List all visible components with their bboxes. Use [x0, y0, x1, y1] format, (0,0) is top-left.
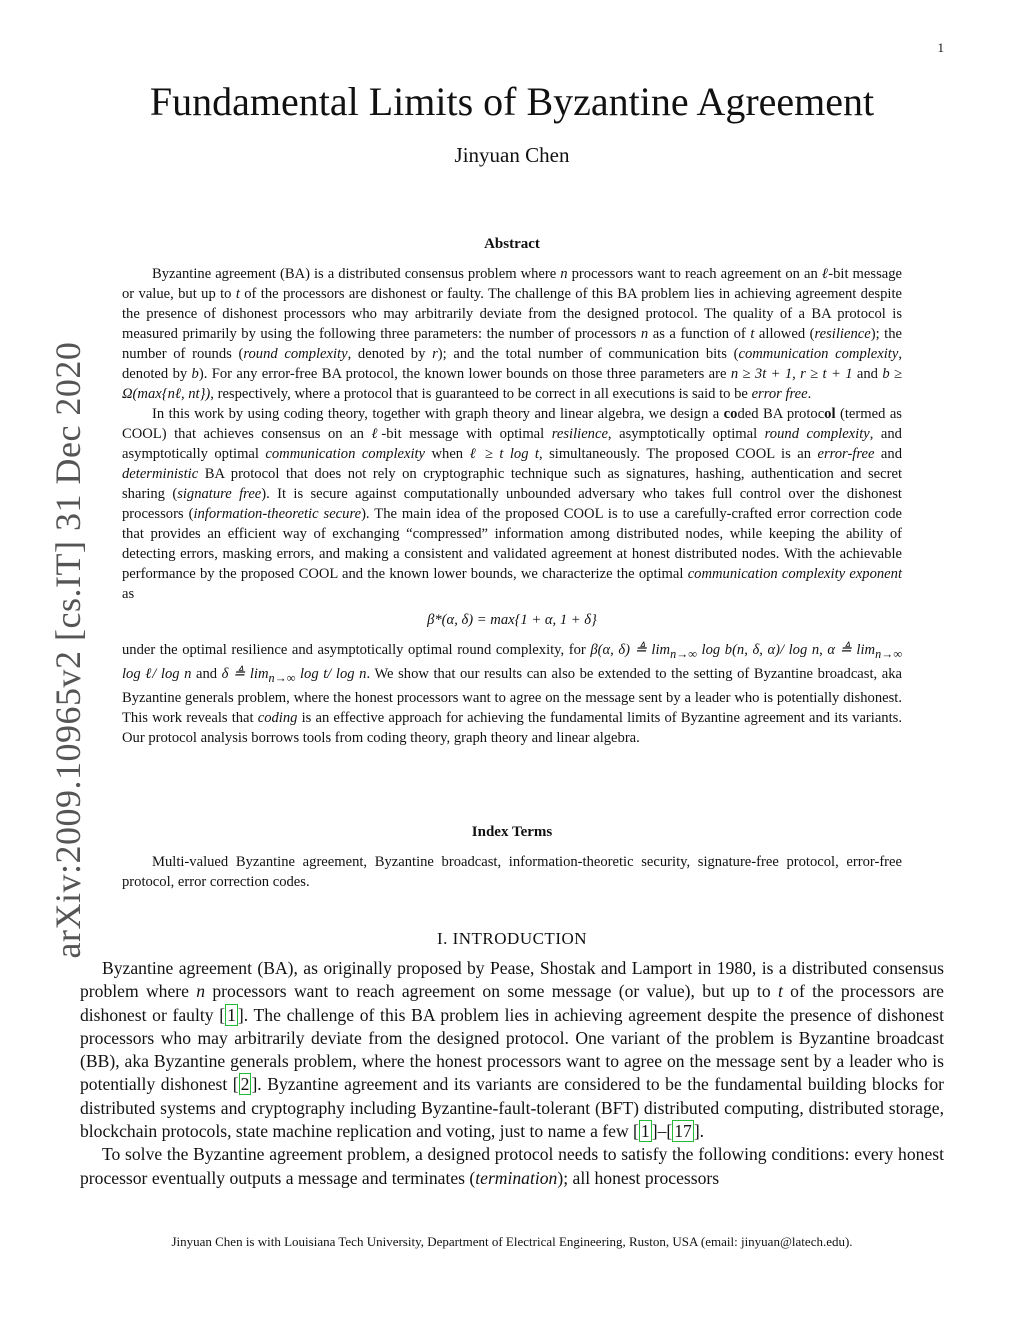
arxiv-identifier: arXiv:2009.10965v2 [cs.IT] 31 Dec 2020: [48, 341, 88, 959]
intro-paragraph-1: Byzantine agreement (BA), as originally proposed by Pease, Shostak and Lamport in 1980, is a distributed consensus problem where n processors want to reach agreement on some message (or value), but up to t of the processors are dishonest or faulty [ 1 ]. The challenge of this BA problem lies in achieving agreement despite the presence of dishonest processors who may arbitrarily deviate from the designed protocol. One variant of the problem is Byzantine broadcast (BB), aka Byzantine generals problem, where the honest processors want to agree on the message sent by a leader who is potentially dishonest [ 2 ]. Byzantine agreement and its variants are considered to be the fundamental building blocks for distributed systems and cryptography including Byzantine-fault-tolerant (BFT) distributed computing, distributed storage, blockchain protocols, state machine replication and voting, just to name a few [ 1 ]–[ 17 ].: [80, 958, 945, 1142]
abstract-paragraph-1: Byzantine agreement (BA) is a distributed consensus problem where n processors want to reach agreement on an ℓ-bit message or value, but up to t of the processors are dishonest or faulty. The challenge of this BA problem lies in achieving agreement despite the presence of dishonest processors who may arbitrarily deviate from the designed protocol. The quality of a BA protocol is measured primarily by using the following three parameters: the number of processors n as a function of t allowed (resilience); the number of rounds (round complexity, denoted by r); and the total number of communication bits (communication complexity, denoted by b). For any error-free BA protocol, the known lower bounds on those three parameters are n ≥ 3t + 1, r ≥ t + 1 and b ≥ Ω(max{nℓ, nt}), respectively, where a protocol that is guaranteed to be correct in all executions is said to be error free.: [122, 266, 902, 402]
page-number: 1: [937, 40, 944, 55]
abstract-body: [122, 264, 902, 748]
abstract-formula: β*(α, δ) = max{1 + α, 1 + δ}: [427, 612, 597, 628]
introduction-body: [80, 957, 944, 1190]
intro-paragraph-2: To solve the Byzantine agreement problem, a designed protocol needs to satisfy the following conditions: every honest processor eventually outputs a message and terminates (termination); all honest processors: [80, 1144, 944, 1188]
citation-link[interactable]: 1: [640, 1121, 650, 1142]
index-terms-text: Multi-valued Byzantine agreement, Byzantine broadcast, information-theoretic security, signature-free protocol, error-free protocol, error correction codes.: [122, 854, 902, 890]
author-footnote: Jinyuan Chen is with Louisiana Tech University, Department of Electrical Engineering, Ruston, USA (email: jinyuan@latech.edu).: [171, 1234, 853, 1249]
citation-link[interactable]: 17: [674, 1121, 692, 1142]
abstract-paragraph-3: under the optimal resilience and asymptotically optimal round complexity, for β(α, δ) ≜ $\lim_{n\to\infty} \log b(n$, δ, α)/ log n, α ≜ $\lim_{n\to\infty} \log$ ℓ/ log n and δ ≜ $\lim_{n\to\infty} \log t/$ log n. We show that our results can also be extended to the setting of Byzantine broadcast, aka Byzantine generals problem, where the honest processors want to agree on the message sent by a leader who is potentially dishonest. This work reveals that coding is an effective approach for achieving the fundamental limits of Byzantine agreement and its variants. Our protocol analysis borrows tools from coding theory, graph theory and linear algebra.: [122, 642, 902, 746]
index-terms-body: [122, 852, 902, 892]
citation-link[interactable]: 1: [227, 1004, 236, 1025]
abstract-paragraph-2: In this work by using coding theory, together with graph theory and linear algebra, we design a coded BA protocol (termed as COOL) that achieves consensus on an ℓ-bit message with optimal resilience, asymptotically optimal round complexity, and asymptotically optimal communication complexity when ℓ ≥ t log t, simultaneously. The proposed COOL is an error-free and deterministic BA protocol that does not rely on cryptographic technique such as signatures, hashing, authentication and secret sharing (signature free). It is secure against computationally unbounded adversary who takes full control over the dishonest processors (information-theoretic secure). The main idea of the proposed COOL is to use a carefully-crafted error correction code that provides an efficient way of exchanging “compressed” information among distributed nodes, while keeping the ability of detecting errors, masking errors, and making a consistent and validated agreement at honest distributed nodes. With the achievable performance by the proposed COOL and the known lower bounds, we characterize the optimal communication complexity exponent as: [122, 406, 903, 602]
section-heading-introduction: I. INTRODUCTION: [436, 929, 588, 948]
citation-link[interactable]: 2: [240, 1074, 250, 1095]
paper-title: Fundamental Limits of Byzantine Agreement: [149, 79, 875, 124]
abstract-heading: Abstract: [484, 236, 540, 252]
author-name: Jinyuan Chen: [454, 143, 570, 167]
index-terms-heading: Index Terms: [471, 824, 553, 840]
